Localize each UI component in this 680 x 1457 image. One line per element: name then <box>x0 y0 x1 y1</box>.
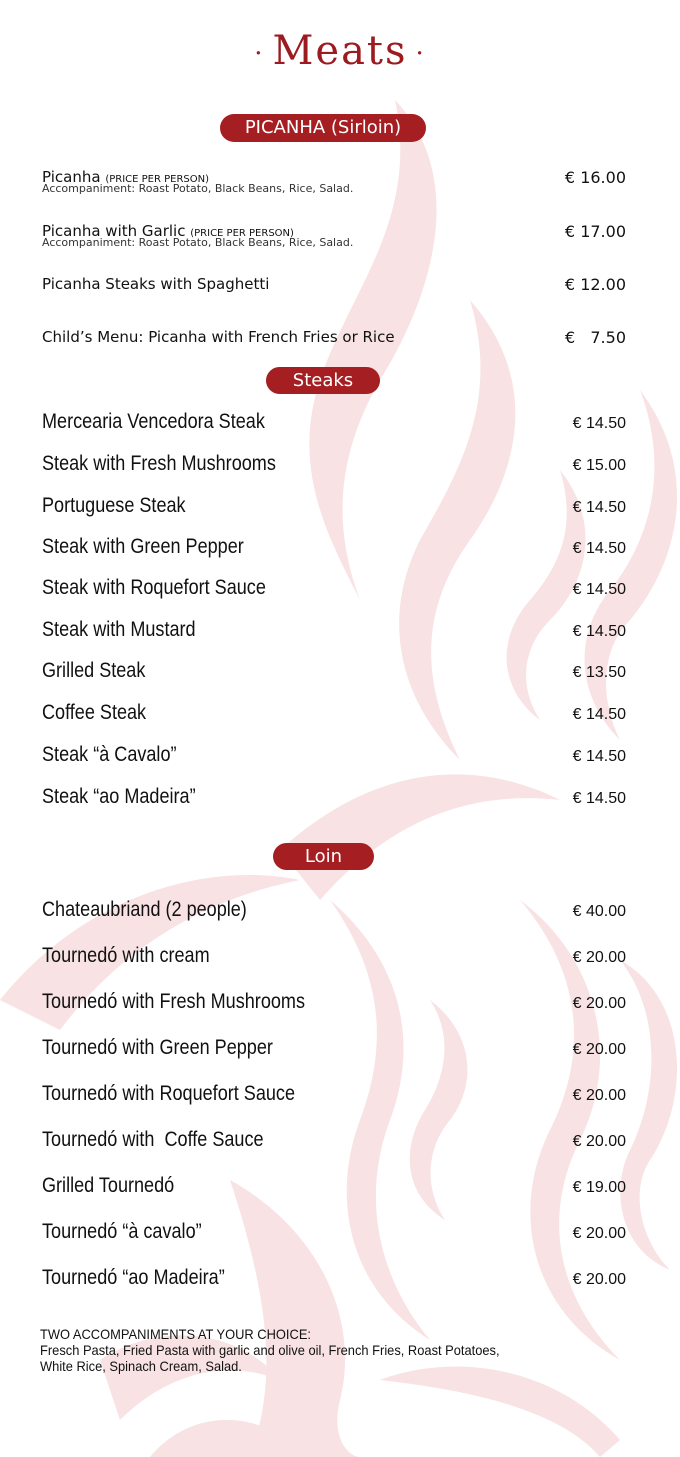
item-price: € 14.50 <box>572 748 626 765</box>
item-price: € 7.50 <box>564 328 626 347</box>
item-price: € 16.00 <box>564 168 626 187</box>
item-name: Steak with Roquefort Sauce <box>42 576 266 599</box>
item-price: € 20.00 <box>572 949 626 966</box>
item-name: Picanha Steaks with Spaghetti <box>42 275 270 293</box>
item-price: € 20.00 <box>572 1133 626 1150</box>
item-name: Tournedó with Coffe Sauce <box>42 1128 264 1151</box>
item-name: Steak with Green Pepper <box>42 535 244 558</box>
item-name: Tournedó with Roquefort Sauce <box>42 1082 296 1105</box>
item-name: Tournedó with cream <box>42 944 210 967</box>
section-heading-picanha: PICANHA (Sirloin) <box>220 114 426 142</box>
item-price: € 14.50 <box>572 706 626 723</box>
item-note: (PRICE PER PERSON) <box>105 174 209 185</box>
item-name: Steak “ao Madeira” <box>42 785 196 808</box>
section-heading-steaks: Steaks <box>266 367 380 394</box>
item-price: € 14.50 <box>572 581 626 598</box>
accompaniments-note <box>40 1326 592 1374</box>
item-name: Picanha with Garlic <box>42 222 186 240</box>
item-price: € 13.50 <box>572 664 626 681</box>
item-name: Picanha <box>42 168 101 186</box>
menu-item <box>42 328 632 348</box>
title-dot-right: · <box>415 39 426 69</box>
item-name: Portuguese Steak <box>42 494 186 517</box>
item-name: Grilled Steak <box>42 659 146 682</box>
item-price: € 12.00 <box>564 275 626 294</box>
item-price: € 14.50 <box>572 540 626 557</box>
item-name: Child’s Menu: Picanha with French Fries or Rice <box>42 328 395 346</box>
item-price: € 20.00 <box>572 1225 626 1242</box>
item-price: € 20.00 <box>572 1041 626 1058</box>
item-accompaniment: Accompaniment: Roast Potato, Black Beans, Rice, Salad. <box>42 182 354 195</box>
item-price: € 15.00 <box>572 457 626 474</box>
item-name: Steak with Fresh Mushrooms <box>42 452 276 475</box>
item-price: € 17.00 <box>564 222 626 241</box>
item-name: Steak with Mustard <box>42 618 196 641</box>
title-text: Meats <box>272 28 408 74</box>
item-name: Tournedó with Green Pepper <box>42 1036 273 1059</box>
item-price: € 20.00 <box>572 1271 626 1288</box>
item-accompaniment: Accompaniment: Roast Potato, Black Beans, Rice, Salad. <box>42 236 354 249</box>
menu-item <box>42 222 632 254</box>
item-price: € 19.00 <box>572 1179 626 1196</box>
item-name: Mercearia Vencedora Steak <box>42 410 265 433</box>
item-name: Tournedó “à cavalo” <box>42 1220 202 1243</box>
section-heading-loin: Loin <box>273 843 374 870</box>
item-name: Tournedó with Fresh Mushrooms <box>42 990 305 1013</box>
title-dot-left: · <box>254 39 265 69</box>
menu-item <box>42 168 632 200</box>
item-name: Steak “à Cavalo” <box>42 743 177 766</box>
item-price: € 20.00 <box>572 995 626 1012</box>
item-name: Tournedó “ao Madeira” <box>42 1266 225 1289</box>
accompaniments-heading: TWO ACCOMPANIMENTS AT YOUR CHOICE: <box>40 1326 311 1342</box>
item-price: € 20.00 <box>572 1087 626 1104</box>
item-name: Coffee Steak <box>42 701 147 724</box>
item-price: € 14.50 <box>572 415 626 432</box>
item-price: € 14.50 <box>572 790 626 807</box>
item-price: € 40.00 <box>572 903 626 920</box>
page-title <box>0 28 680 74</box>
menu-item <box>42 275 632 295</box>
item-name: Grilled Tournedó <box>42 1174 175 1197</box>
item-note: (PRICE PER PERSON) <box>190 228 294 239</box>
accompaniments-line: Fresch Pasta, Fried Pasta with garlic and olive oil, French Fries, Roast Potatoes, <box>40 1342 500 1358</box>
item-price: € 14.50 <box>572 499 626 516</box>
item-name: Chateaubriand (2 people) <box>42 898 247 921</box>
accompaniments-line: White Rice, Spinach Cream, Salad. <box>40 1358 242 1374</box>
item-price: € 14.50 <box>572 623 626 640</box>
